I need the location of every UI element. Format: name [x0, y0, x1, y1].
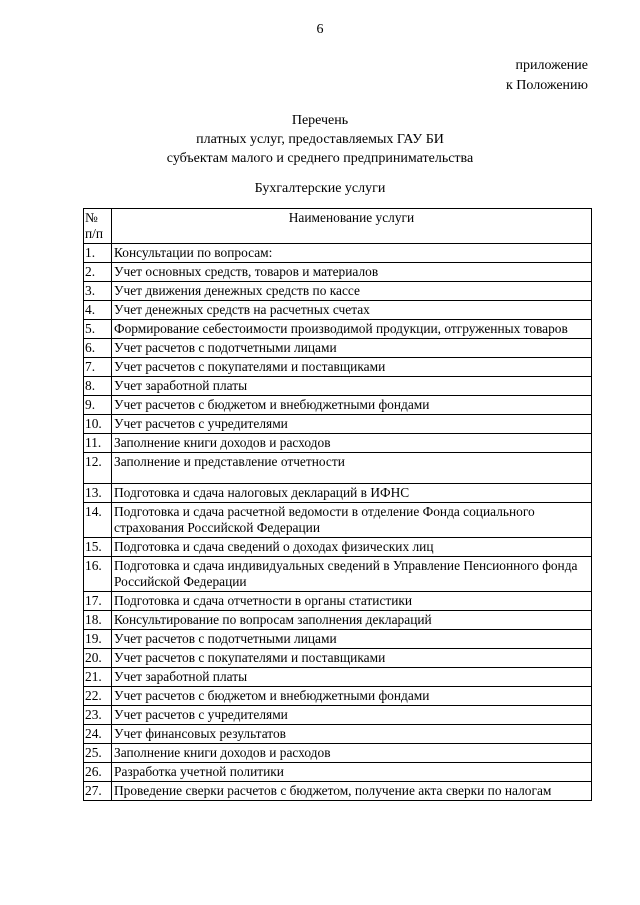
row-service-name: Учет расчетов с бюджетом и внебюджетными фондами — [112, 687, 592, 706]
row-number: 1. — [84, 244, 112, 263]
table-row — [84, 301, 592, 320]
appendix-line-2: к Положению — [505, 78, 588, 93]
table-row — [84, 611, 592, 630]
row-service-name: Подготовка и сдача расчетной ведомости в отделение Фонда социального страхования Российской Федерации — [112, 503, 592, 538]
table-row — [84, 592, 592, 611]
row-number: 23. — [84, 706, 112, 725]
document-title — [0, 111, 640, 168]
row-number: 2. — [84, 263, 112, 282]
row-service-name: Заполнение и представление отчетности — [112, 453, 592, 484]
table-row — [84, 630, 592, 649]
row-service-name: Подготовка и сдача индивидуальных сведений в Управление Пенсионного фонда Российской Федерации — [112, 557, 592, 592]
row-number: 21. — [84, 668, 112, 687]
row-service-name: Консультирование по вопросам заполнения деклараций — [112, 611, 592, 630]
header-number-line-1: № — [85, 210, 98, 225]
row-service-name: Учет расчетов с подотчетными лицами — [112, 630, 592, 649]
table-row — [84, 687, 592, 706]
table-row — [84, 668, 592, 687]
table-row — [84, 725, 592, 744]
row-service-name: Учет расчетов с подотчетными лицами — [112, 339, 592, 358]
title-line-1: Перечень — [291, 113, 349, 128]
table-row — [84, 503, 592, 538]
row-service-name: Учет расчетов с учредителями — [112, 415, 592, 434]
row-number: 16. — [84, 557, 112, 592]
appendix-line-1: приложение — [515, 58, 588, 73]
header-number-line-2: п/п — [85, 226, 104, 241]
row-service-name: Консультации по вопросам: — [112, 244, 592, 263]
table-row — [84, 763, 592, 782]
table-row — [84, 453, 592, 484]
table-header-row — [84, 209, 592, 244]
title-line-2: платных услуг, предоставляемых ГАУ БИ — [196, 132, 444, 147]
row-service-name: Проведение сверки расчетов с бюджетом, получение акта сверки по налогам — [112, 782, 592, 801]
row-number: 12. — [84, 453, 112, 484]
row-number: 9. — [84, 396, 112, 415]
row-number: 10. — [84, 415, 112, 434]
row-service-name: Учет основных средств, товаров и материалов — [112, 263, 592, 282]
row-service-name: Учет заработной платы — [112, 668, 592, 687]
row-service-name: Учет движения денежных средств по кассе — [112, 282, 592, 301]
table-row — [84, 434, 592, 453]
row-number: 26. — [84, 763, 112, 782]
row-service-name: Подготовка и сдача сведений о доходах физических лиц — [112, 538, 592, 557]
row-service-name: Заполнение книги доходов и расходов — [112, 434, 592, 453]
row-number: 17. — [84, 592, 112, 611]
row-number: 22. — [84, 687, 112, 706]
table-row — [84, 744, 592, 763]
row-service-name: Учет заработной платы — [112, 377, 592, 396]
row-service-name: Формирование себестоимости производимой продукции, отгруженных товаров — [112, 320, 592, 339]
row-service-name: Учет расчетов с учредителями — [112, 706, 592, 725]
row-number: 15. — [84, 538, 112, 557]
row-service-name: Подготовка и сдача отчетности в органы статистики — [112, 592, 592, 611]
row-service-name: Заполнение книги доходов и расходов — [112, 744, 592, 763]
table-row — [84, 706, 592, 725]
row-service-name: Учет денежных средств на расчетных счетах — [112, 301, 592, 320]
row-number: 14. — [84, 503, 112, 538]
header-service-name: Наименование услуги — [112, 209, 592, 244]
table-row — [84, 649, 592, 668]
row-number: 19. — [84, 630, 112, 649]
table-row — [84, 396, 592, 415]
row-service-name: Учет расчетов с бюджетом и внебюджетными фондами — [112, 396, 592, 415]
row-service-name: Учет расчетов с покупателями и поставщиками — [112, 358, 592, 377]
row-number: 24. — [84, 725, 112, 744]
row-number: 3. — [84, 282, 112, 301]
row-number: 18. — [84, 611, 112, 630]
row-service-name: Разработка учетной политики — [112, 763, 592, 782]
table-row — [84, 415, 592, 434]
table-row — [84, 782, 592, 801]
table-row — [84, 339, 592, 358]
row-number: 27. — [84, 782, 112, 801]
table-row — [84, 557, 592, 592]
page-number: 6 — [316, 22, 324, 37]
section-title: Бухгалтерские услуги — [254, 181, 386, 196]
row-service-name: Учет финансовых результатов — [112, 725, 592, 744]
row-number: 5. — [84, 320, 112, 339]
row-service-name: Подготовка и сдача налоговых деклараций в ИФНС — [112, 484, 592, 503]
row-number: 7. — [84, 358, 112, 377]
row-number: 4. — [84, 301, 112, 320]
table-row — [84, 244, 592, 263]
title-line-3: субъектам малого и среднего предпринимательства — [166, 151, 474, 166]
row-number: 25. — [84, 744, 112, 763]
appendix-note — [506, 56, 588, 96]
services-table — [83, 208, 592, 801]
table-row — [84, 358, 592, 377]
row-service-name: Учет расчетов с покупателями и поставщиками — [112, 649, 592, 668]
row-number: 20. — [84, 649, 112, 668]
row-number: 13. — [84, 484, 112, 503]
table-row — [84, 377, 592, 396]
table-row — [84, 282, 592, 301]
table-row — [84, 484, 592, 503]
table-row — [84, 320, 592, 339]
row-number: 11. — [84, 434, 112, 453]
row-number: 8. — [84, 377, 112, 396]
row-number: 6. — [84, 339, 112, 358]
table-row — [84, 263, 592, 282]
header-number — [84, 209, 112, 244]
table-row — [84, 538, 592, 557]
